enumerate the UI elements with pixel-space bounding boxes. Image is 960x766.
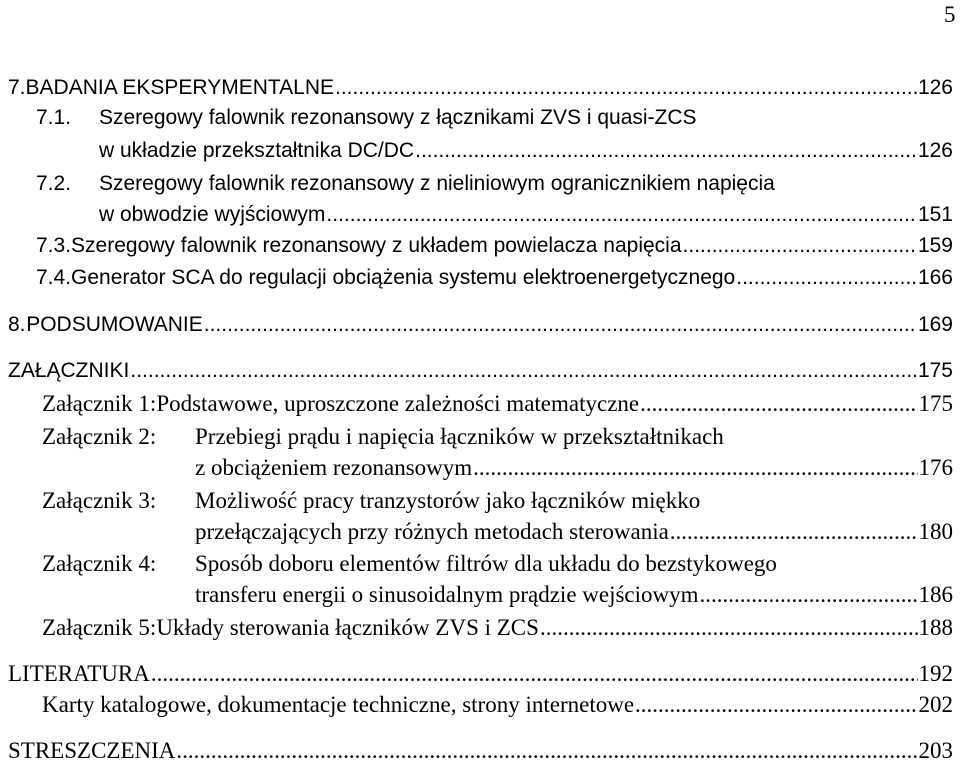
- toc-title-continuation: w obwodzie wyjściowym: [99, 203, 326, 226]
- toc-page: 126: [917, 76, 953, 99]
- dot-leader: [415, 136, 917, 166]
- toc-page: 169: [917, 313, 953, 336]
- attachment-prefix: Załącznik 2:: [42, 424, 157, 449]
- toc-page: 203: [918, 738, 953, 763]
- dot-leader: [335, 73, 917, 103]
- toc-entry-chapter-8[interactable]: [8, 310, 953, 340]
- toc-number: 7.: [8, 76, 26, 99]
- toc-entry-attachment-1[interactable]: [42, 389, 953, 419]
- dot-leader: [204, 310, 917, 340]
- toc-title: Przebiegi prądu i napięcia łączników w przekształtnikach: [195, 424, 724, 449]
- toc-title: PODSUMOWANIE: [26, 313, 203, 336]
- toc-entry-literature[interactable]: [8, 659, 953, 689]
- toc-title: STRESZCZENIA: [8, 738, 176, 763]
- toc-number: 7.3.: [36, 234, 72, 257]
- toc-entry-summary[interactable]: [8, 736, 953, 766]
- dot-leader: [473, 453, 917, 483]
- toc-entry-attachment-4-line2[interactable]: [195, 580, 953, 610]
- toc-entry-attachment-3-line2[interactable]: [195, 517, 953, 547]
- toc-number: 7.2.: [36, 172, 72, 195]
- toc-page: 126: [917, 139, 953, 162]
- toc-page: 151: [917, 203, 953, 226]
- dot-leader: [736, 263, 917, 293]
- toc-title: Sposób doboru elementów filtrów dla układu do bezstykowego: [195, 551, 777, 576]
- dot-leader: [151, 659, 918, 689]
- toc-title: LITERATURA: [8, 661, 150, 686]
- toc-number: 7.4.: [36, 266, 72, 289]
- attachment-prefix: Załącznik 4:: [42, 551, 157, 576]
- page-number: 5: [944, 2, 956, 27]
- toc-title: Możliwość pracy tranzystorów jako łączników miękko: [195, 488, 701, 513]
- toc-title: Karty katalogowe, dokumentacje techniczne, strony internetowe: [42, 692, 635, 717]
- toc-number: 8.: [8, 313, 26, 336]
- toc-title: Podstawowe, uproszczone zależności matematyczne: [156, 391, 640, 416]
- toc-entry-7-2-line1[interactable]: [36, 169, 775, 199]
- toc-page: 180: [918, 519, 953, 544]
- attachment-prefix: Załącznik 1:: [42, 391, 157, 416]
- toc-entry-attachment-3-line1[interactable]: [42, 486, 700, 516]
- toc-title: Szeregowy falownik rezonansowy z układem powielacza napięcia: [71, 234, 682, 257]
- toc-title: Układy sterowania łączników ZVS i ZCS: [156, 615, 539, 640]
- toc-page: 175: [918, 391, 953, 416]
- toc-title-continuation: przełączających przy różnych metodach sterowania: [195, 519, 669, 544]
- toc-title: BADANIA EKSPERYMENTALNE: [25, 76, 335, 99]
- toc-page: 176: [918, 455, 953, 480]
- toc-page: 192: [918, 661, 953, 686]
- dot-leader: [640, 389, 917, 419]
- toc-title: Szeregowy falownik rezonansowy z łącznikami ZVS i quasi-ZCS: [99, 106, 697, 129]
- toc-title-continuation: transferu energii o sinusoidalnym prądzie wejściowym: [195, 582, 699, 607]
- dot-leader: [326, 200, 917, 230]
- dot-leader: [130, 356, 917, 386]
- toc-entry-7-4[interactable]: [36, 263, 953, 293]
- toc-entry-7-1-line2[interactable]: [99, 136, 953, 166]
- toc-entry-catalogs[interactable]: [42, 690, 953, 720]
- toc-page: 166: [917, 266, 953, 289]
- toc-entry-7-2-line2[interactable]: [99, 200, 953, 230]
- toc-page: 188: [918, 615, 953, 640]
- toc-entry-7-3[interactable]: [36, 231, 953, 261]
- toc-page: 202: [918, 692, 953, 717]
- toc-entry-attachment-2-line2[interactable]: [195, 453, 953, 483]
- toc-page: 159: [917, 234, 953, 257]
- dot-leader: [670, 517, 918, 547]
- attachment-prefix: Załącznik 3:: [42, 488, 157, 513]
- dot-leader: [683, 231, 917, 261]
- toc-page: 175: [917, 359, 953, 382]
- toc-entry-attachment-5[interactable]: [42, 613, 953, 643]
- toc-title-continuation: w układzie przekształtnika DC/DC: [99, 139, 415, 162]
- toc-title: Szeregowy falownik rezonansowy z nieliniowym ogranicznikiem napięcia: [99, 172, 775, 195]
- toc-title: ZAŁĄCZNIKI: [8, 359, 130, 382]
- toc-entry-attachments[interactable]: [8, 356, 953, 386]
- dot-leader: [176, 736, 917, 766]
- toc-entry-7-1-line1[interactable]: [36, 103, 697, 133]
- dot-leader: [700, 580, 918, 610]
- toc-page: 186: [918, 582, 953, 607]
- dot-leader: [635, 690, 917, 720]
- toc-entry-chapter-7[interactable]: [8, 73, 953, 103]
- toc-title-continuation: z obciążeniem rezonansowym: [195, 455, 473, 480]
- toc-number: 7.1.: [36, 106, 72, 129]
- toc-entry-attachment-4-line1[interactable]: [42, 549, 777, 579]
- dot-leader: [540, 613, 918, 643]
- toc-entry-attachment-2-line1[interactable]: [42, 422, 724, 452]
- attachment-prefix: Załącznik 5:: [42, 615, 157, 640]
- toc-title: Generator SCA do regulacji obciążenia systemu elektroenergetycznego: [71, 266, 736, 289]
